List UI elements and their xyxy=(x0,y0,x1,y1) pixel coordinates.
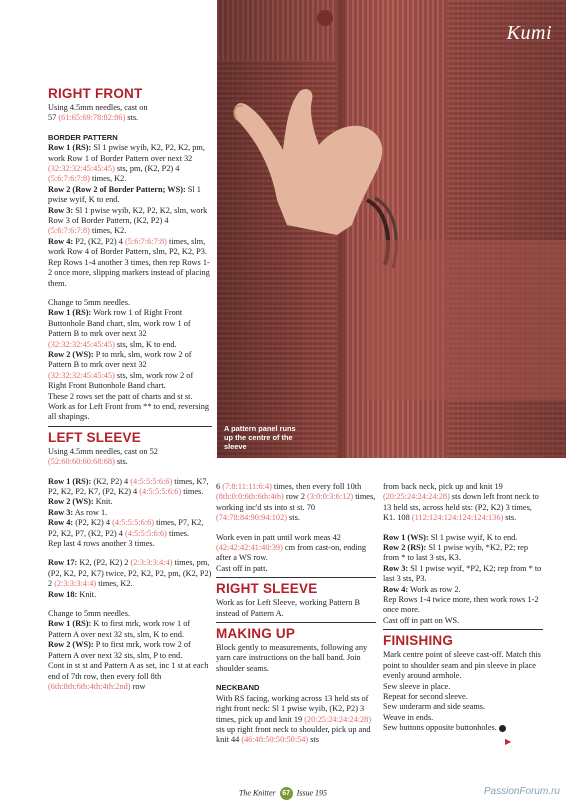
text: Rep last 4 rows another 3 times. xyxy=(48,539,155,549)
size-numbers: (3:0:0:3:6:12) xyxy=(307,492,354,502)
page-number: 67 xyxy=(280,787,293,800)
text: Sl 1 pwise wyib, K2, P2, K2, pm, work Row 1 of Border Pattern over next 32 xyxy=(48,143,205,163)
text: Weave in ends. xyxy=(383,712,434,722)
size-numbers: (42:42:42:41:40:39) xyxy=(216,543,283,553)
text: Sew sleeve in place. xyxy=(383,681,451,691)
row-label: Row 18: xyxy=(48,589,78,599)
text: Repeat for second sleeve. xyxy=(383,691,468,701)
size-numbers: (20:25:24:24:24:28) xyxy=(304,714,372,724)
text: sts. xyxy=(286,513,300,523)
row-label: Row 2 (Row 2 of Border Pattern; WS): xyxy=(48,184,186,194)
text: P to first mrk, work row 2 of Pattern A over next 32 sts, slm, P to end. xyxy=(48,640,191,660)
text: P to mrk, slm, work row 2 of Pattern B to mrk over next 32 xyxy=(48,349,192,370)
row-label: Row 3: xyxy=(383,563,409,573)
end-mark-icon xyxy=(499,725,506,732)
text: Rep Rows 1-4 another 3 times, then rep Rows 1-2 once more, slipping markers instead of placing them. xyxy=(48,257,210,288)
knitted-cardigan-image xyxy=(217,0,566,458)
row-label: Row 17: xyxy=(48,558,78,568)
garment-photo xyxy=(217,0,566,458)
size-numbers: (4:5:5:5:6:6) xyxy=(130,476,173,486)
text: Work row 1 of Right Front Buttonhole Band chart, slm, work row 1 of Pattern B to mrk over next 32 xyxy=(48,308,191,339)
text: Knit. xyxy=(93,497,113,507)
size-numbers: (2:3:3:3:4:4) xyxy=(130,558,173,568)
text: Using 4.5mm needles, cast on xyxy=(48,103,148,112)
subheading-border-pattern: BORDER PATTERN xyxy=(48,132,118,142)
heading-finishing: FINISHING xyxy=(383,633,454,649)
text: Knit. xyxy=(77,589,97,599)
subheading-neckband: NECKBAND xyxy=(216,683,260,693)
heading-right-front: RIGHT FRONT xyxy=(48,86,143,101)
text: sts. xyxy=(114,457,128,467)
divider xyxy=(216,577,376,578)
text: Sl 1 pwise wyib, *K2, P2; rep from * to last 3 sts, K3. xyxy=(383,543,528,563)
size-numbers: (32:32:32:45:45:45) xyxy=(48,164,115,174)
row-label: Row 2 (WS): xyxy=(48,640,94,650)
text: Sl 1 pwise wyib, K2, P2, K2, slm, work Row 3 of Border Pattern, (K2, P2) 4 xyxy=(48,205,208,226)
text: As row 1. xyxy=(73,507,108,517)
text: Cast off in patt on WS. xyxy=(383,615,460,625)
size-numbers: (4:5:5:5:6:6) xyxy=(139,487,182,496)
photo-caption: A pattern panel runs up the centre of the sleeve xyxy=(224,424,296,451)
column-2 xyxy=(216,482,376,746)
row-label: Row 1 (WS): xyxy=(383,532,429,542)
text: K2, (P2, K2) 2 xyxy=(77,558,131,568)
text: times, K2. xyxy=(96,579,133,589)
text: times. xyxy=(166,528,190,538)
size-numbers: (32:32:32:45:45:45) xyxy=(48,370,115,380)
row-label: Row 1 (RS): xyxy=(48,619,92,629)
column-1 xyxy=(48,86,212,692)
text: times, then every foll 10th xyxy=(271,482,362,491)
next-page-arrow-icon: ▶ xyxy=(505,737,512,746)
size-numbers: (2:3:3:3:4:4) xyxy=(54,579,97,589)
row-label: Row 1 (RS): xyxy=(48,143,92,153)
text: times, pm, (P2, K2, P2, K7) twice, P2, K2, P2, pm, (K2, P2) 2 xyxy=(48,558,212,589)
size-numbers: (6th:8th:6th:4th:4th:2nd) xyxy=(48,681,131,691)
text: from back neck, pick up and knit 19 xyxy=(383,482,503,491)
text: times, slm, work Row 4 of Border Pattern, slm, P2, K2, P3. xyxy=(48,236,208,257)
text: Change to 5mm needles. xyxy=(48,609,131,619)
watermark: PassionForum.ru xyxy=(483,786,560,797)
size-numbers: (5:6:7:6:7:8) xyxy=(48,226,90,236)
text: times, K2. xyxy=(89,226,127,236)
row-label: Row 4: xyxy=(383,584,409,594)
text: 57 xyxy=(48,113,59,123)
text: P2, (K2, P2) 4 xyxy=(73,236,125,246)
divider xyxy=(383,629,543,630)
row-label: Row 2 (WS): xyxy=(48,349,94,359)
text: sts up right front neck to shoulder, pick up and knit 44 xyxy=(216,724,371,745)
size-numbers: (32:32:32:45:45:45) xyxy=(48,339,115,349)
text: sts, slm, K to end. xyxy=(114,339,177,349)
text: sts, pm, (K2, P2) 4 xyxy=(114,164,180,174)
size-numbers: (8th:0:0:6th:6th:4th) xyxy=(216,492,284,502)
text: Sew buttons opposite buttonholes. xyxy=(383,723,497,733)
size-numbers: (74:78:84:90:94:102) xyxy=(216,513,287,523)
text: row 2 xyxy=(283,492,308,502)
size-numbers: (4:5:5:5:6:6) xyxy=(125,528,167,538)
text: Work as row 2. xyxy=(408,584,461,594)
text: times, K2. xyxy=(89,174,127,184)
heading-right-sleeve: RIGHT SLEEVE xyxy=(216,581,318,597)
text: sts down left front neck to 13 held sts, across held sts: (P2, K2) 3 times, K1. 108 xyxy=(383,492,539,523)
row-label: Row 1 (RS): xyxy=(48,308,92,318)
text: 6 xyxy=(216,482,223,491)
text: Block gently to measurements, following any yarn care instructions on the ball band. Join shoulder seams. xyxy=(216,643,368,673)
text: K to first mrk, work row 1 of Pattern A over next 32 sts, slm, K to end. xyxy=(48,619,191,639)
text: times, P7, K2, P2, K2, P7, (K2, P2) 4 xyxy=(48,518,204,538)
text: Sl 1 pwise wyif, *P2, K2; rep from * to last 3 sts, P3. xyxy=(383,563,542,584)
text: With RS facing, working across 13 held sts of right front neck: Sl 1 pwise wyib, (K2, P2) 3 times, pick up and knit 19 xyxy=(216,693,369,724)
text: Sl 1 pwise wyif, K to end. xyxy=(48,184,201,205)
text: Rep Rows 1-4 twice more, then work rows 1-2 once more. xyxy=(383,595,539,615)
size-numbers: (61:65:69:78:82:86) xyxy=(58,113,126,123)
magazine-name: The Knitter xyxy=(238,788,276,798)
text: (K2, P2) 4 xyxy=(91,476,131,486)
row-label: Row 4: xyxy=(48,236,74,246)
text: Change to 5mm needles. xyxy=(48,297,131,307)
size-numbers: (112:124:124:124:124:136) xyxy=(411,513,504,523)
size-numbers: (7:8:11:11:6:4) xyxy=(222,482,272,491)
text: sts. xyxy=(503,513,517,523)
page-footer xyxy=(0,787,566,800)
text: Sew underarm and side seams. xyxy=(383,702,486,712)
divider xyxy=(216,622,376,623)
size-numbers: (5:6:7:6:7:8) xyxy=(125,236,167,246)
size-numbers: (20:25:24:24:24:28) xyxy=(383,492,450,502)
text: sts xyxy=(308,735,320,745)
text: sts, slm, work row 2 of Right Front Buttonhole Band chart. xyxy=(48,370,194,391)
column-3 xyxy=(383,482,543,734)
text: row xyxy=(130,681,146,691)
text: times. xyxy=(181,487,204,496)
text: sts. xyxy=(125,113,139,123)
row-label: Row 2 (WS): xyxy=(48,497,94,507)
text: Mark centre point of sleeve cast-off. Match this point to shoulder seam and pin sleeve in place evenly around armhole. xyxy=(383,650,541,681)
text: cm from cast-on, ending after a WS row. xyxy=(216,543,367,563)
row-label: Row 1 (RS): xyxy=(48,476,92,486)
pattern-title: Kumi xyxy=(506,22,552,44)
text: Sl 1 pwise wyif, K to end. xyxy=(428,532,518,542)
size-numbers: (52:60:60:60:68:68) xyxy=(48,457,115,467)
size-numbers: (4:5:5:5:6:6) xyxy=(112,518,155,528)
text: (P2, K2) 4 xyxy=(73,518,113,528)
text: times, working inc'd sts into st st. 70 xyxy=(216,492,376,512)
text: Cont in st st and Pattern A as set, inc 1 st at each end of 7th row, then every foll 8th xyxy=(48,661,209,681)
size-numbers: (5:6:7:6:7:8) xyxy=(48,174,90,184)
heading-left-sleeve: LEFT SLEEVE xyxy=(48,429,141,445)
text: Using 4.5mm needles, cast on 52 xyxy=(48,446,158,456)
row-label: Row 3: xyxy=(48,507,74,517)
text: Work as for Left Sleeve, working Pattern B instead of Pattern A. xyxy=(216,598,361,618)
divider xyxy=(48,426,212,427)
text: times, K7, P2, K2, P2, K7, (P2, K2) 4 xyxy=(48,476,209,496)
row-label: Row 4: xyxy=(48,518,74,528)
heading-making-up: MAKING UP xyxy=(216,626,296,642)
text: Work even in patt until work meas 42 xyxy=(216,532,341,542)
row-label: Row 2 (RS): xyxy=(383,543,427,553)
text: Cast off in patt. xyxy=(216,563,268,573)
size-numbers: (46:48:50:50:50:54) xyxy=(241,735,309,745)
button-icon xyxy=(317,10,333,26)
text: These 2 rows set the patt of charts and st st. Work as for Left Front from ** to end, reversing all shapings. xyxy=(48,391,210,422)
row-label: Row 3: xyxy=(48,205,74,215)
issue-number: Issue 195 xyxy=(296,788,328,798)
